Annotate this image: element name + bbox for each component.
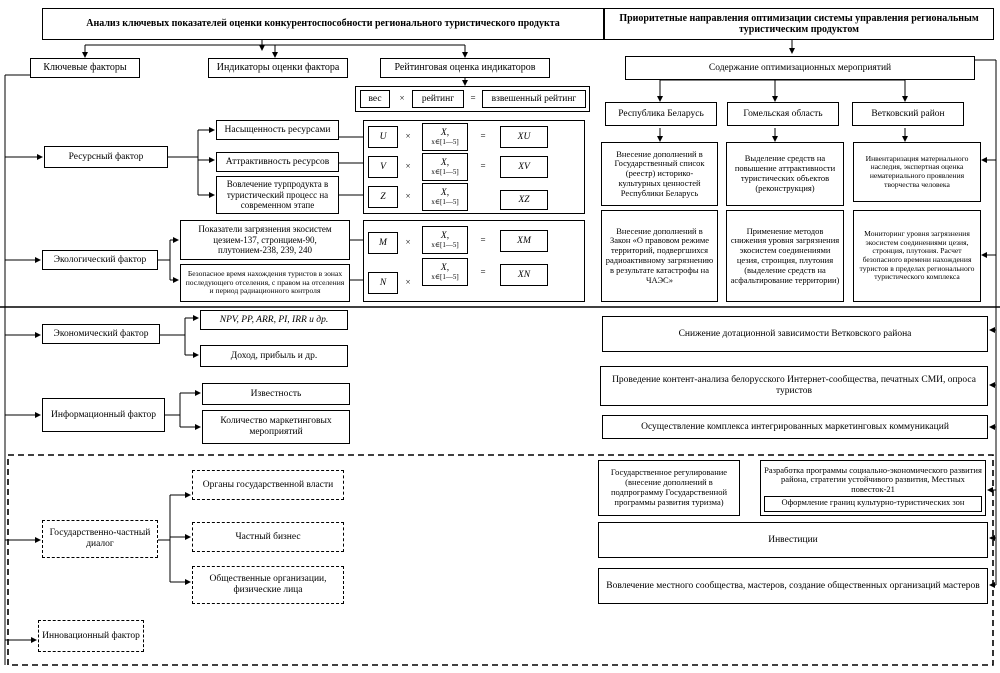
x-label: X, xyxy=(440,230,450,241)
calc-x-m xyxy=(422,226,468,254)
calc-eq: = xyxy=(480,267,486,278)
region-belarus: Республика Беларусь xyxy=(605,102,717,126)
calc-weight-v: V xyxy=(368,156,398,178)
indicator-gov: Органы государственной власти xyxy=(192,470,344,500)
x-label: X, xyxy=(440,127,450,138)
measure-vetka-1: Инвентаризация материального наследия, экспертная оценка нематериального проявления творчества человека xyxy=(853,142,981,202)
innovation-factor: Инновационный фактор xyxy=(38,620,144,652)
calc-result-xn: XN xyxy=(500,264,548,286)
measure-belarus-2: Внесение дополнений в Закон «О правовом режиме территорий, подвергшихся радиоактивному загрязнению в результате катастрофы на ЧАЭС» xyxy=(601,210,718,302)
right-header: Приоритетные направления оптимизации системы управления региональным туристическим продуктом xyxy=(604,8,994,40)
measure-state-regulation: Государственное регулирование (внесение дополнений в подпрограмму Государственной программы развития туризма) xyxy=(598,460,740,516)
calc-result-xu: XU xyxy=(500,126,548,148)
indicator-saturation: Насыщенность ресурсами xyxy=(216,120,339,140)
left-header: Анализ ключевых показателей оценки конкурентоспособности регионального туристического продукта xyxy=(42,8,604,40)
ppp-factor: Государственно-частный диалог xyxy=(42,520,158,558)
measure-vetka-2: Мониторинг уровня загрязнения экосистем соединениями цезия, стронция, плутония. Расчет безопасного времени нахождения туристов в пределах регионального туристического комплекса xyxy=(853,210,981,302)
key-factors-header: Ключевые факторы xyxy=(30,58,140,78)
measure-borders: Оформление границ культурно-туристических зон xyxy=(764,496,982,512)
indicator-business: Частный бизнес xyxy=(192,522,344,552)
calc-weight-z: Z xyxy=(368,186,398,208)
region-gomel: Гомельская область xyxy=(727,102,839,126)
region-vetka: Ветковский район xyxy=(852,102,964,126)
formula-times: × xyxy=(399,93,405,104)
calc-eq: = xyxy=(480,161,486,172)
calc-times: × xyxy=(405,131,411,142)
ecological-factor: Экологический фактор xyxy=(42,250,158,270)
indicator-public-orgs: Общественные организации, физические лица xyxy=(192,566,344,604)
calc-result-xv: XV xyxy=(500,156,548,178)
x-label: X, xyxy=(440,262,450,273)
measure-program: Разработка программы социально-экономического развития района, стратегии устойчивого развития, Местных повесток-21 xyxy=(764,464,982,494)
measure-gomel-1: Выделение средств на повышение аттрактивности туристических объектов (реконструкция) xyxy=(726,142,844,206)
indicator-marketing: Количество маркетинговых мероприятий xyxy=(202,410,350,444)
information-factor: Информационный фактор xyxy=(42,398,165,432)
measure-imc: Осуществление комплекса интегрированных маркетинговых коммуникаций xyxy=(602,415,988,439)
calc-weight-u: U xyxy=(368,126,398,148)
indicators-header: Индикаторы оценки фактора xyxy=(208,58,348,78)
measure-community: Вовлечение местного сообщества, мастеров, создание общественных организаций мастеров xyxy=(598,568,988,604)
formula-weighted: взвешенный рейтинг xyxy=(482,90,586,108)
calc-times: × xyxy=(405,191,411,202)
indicator-involvement: Вовлечение турпродукта в туристический процесс на современном этапе xyxy=(216,176,339,214)
optimization-content: Содержание оптимизационных мероприятий xyxy=(625,56,975,80)
formula-rating: рейтинг xyxy=(412,90,464,108)
calc-times: × xyxy=(405,161,411,172)
calc-x-u xyxy=(422,123,468,151)
calc-result-xm: XM xyxy=(500,230,548,252)
calc-weight-m: M xyxy=(368,232,398,254)
indicator-attractiveness: Аттрактивность ресурсов xyxy=(216,152,339,172)
calc-result-xz: XZ xyxy=(500,190,548,210)
measure-economic: Снижение дотационной зависимости Ветковского района xyxy=(602,316,988,352)
calc-eq: = xyxy=(480,235,486,246)
resource-factor: Ресурсный фактор xyxy=(44,146,168,168)
x-label: X, xyxy=(440,187,450,198)
rating-header: Рейтинговая оценка индикаторов xyxy=(380,58,550,78)
calc-times: × xyxy=(405,237,411,248)
measure-investments: Инвестиции xyxy=(598,522,988,558)
x-range: x∈[1—5] xyxy=(431,168,459,177)
indicator-safe-time: Безопасное время нахождения туристов в зонах последующего отселения, с правом на отселения и период радиационного контроля xyxy=(180,264,350,302)
calc-eq: = xyxy=(480,131,486,142)
measure-belarus-1: Внесение дополнений в Государственный список (реестр) историко-культурных ценностей Республики Беларусь xyxy=(601,142,718,206)
calc-x-v xyxy=(422,153,468,181)
x-range: x∈[1—5] xyxy=(431,241,459,250)
indicator-pollution: Показатели загрязнения экосистем цезием-137, стронцием-90, плутонием-238, 239, 240 xyxy=(180,220,350,260)
calc-weight-n: N xyxy=(368,272,398,294)
formula-weight: вес xyxy=(360,90,390,108)
indicator-fame: Известность xyxy=(202,383,350,405)
x-label: X, xyxy=(440,157,450,168)
x-range: x∈[1—5] xyxy=(431,198,459,207)
formula-eq: = xyxy=(470,93,476,104)
calc-times: × xyxy=(405,277,411,288)
indicator-income: Доход, прибыль и др. xyxy=(200,345,348,367)
x-range: x∈[1—5] xyxy=(431,138,459,147)
calc-x-z xyxy=(422,183,468,211)
x-range: x∈[1—5] xyxy=(431,273,459,282)
calc-x-n xyxy=(422,258,468,286)
measure-content-analysis: Проведение контент-анализа белорусского Интернет-сообщества, печатных СМИ, опроса туристов xyxy=(600,366,988,406)
measure-gomel-2: Применение методов снижения уровня загрязнения экосистем соединениями цезия, стронция, плутония (выделение средств на асфальтирование территории) xyxy=(726,210,844,302)
indicator-npv: NPV, PP, ARR, PI, IRR и др. xyxy=(200,310,348,330)
economic-factor: Экономический фактор xyxy=(42,324,160,344)
